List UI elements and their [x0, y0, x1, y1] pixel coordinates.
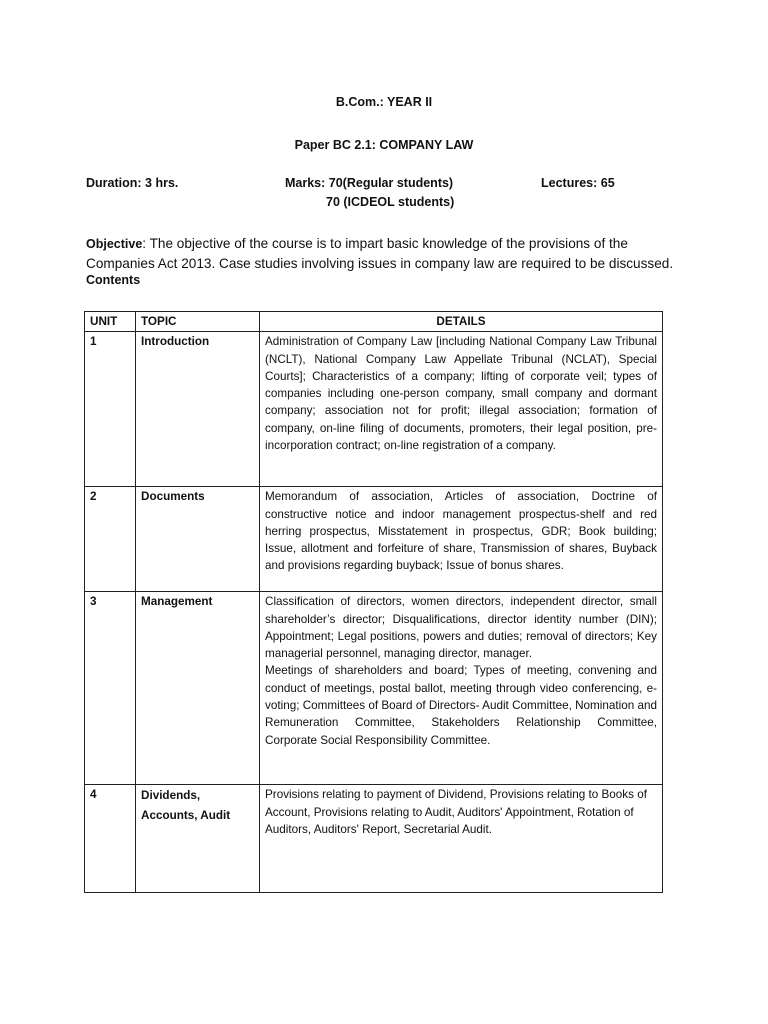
- paper-title: Paper BC 2.1: COMPANY LAW: [294, 138, 474, 152]
- unit-number: 1: [85, 332, 136, 487]
- unit-details: Memorandum of association, Articles of association, Doctrine of constructive notice and indoor management prospectus-shelf and red herring prospectus, Misstatement in prospectus, GDR; Book building; Issue, allotment and forfeiture of share, Transmission of shares, Buyback and provisions regarding buyback; Issue of bonus shares.: [260, 487, 663, 592]
- table-header-row: [85, 312, 663, 332]
- unit-topic: Documents: [136, 487, 260, 592]
- marks-regular: Marks: 70(Regular students): [285, 176, 454, 190]
- unit-details: [260, 785, 663, 893]
- table-row: [85, 785, 663, 893]
- unit-topic: Management: [136, 592, 260, 785]
- table-row: [85, 592, 663, 785]
- unit-topic-line1: Dividends,: [141, 789, 201, 803]
- table-row: [85, 487, 663, 592]
- unit-topic: [136, 785, 260, 893]
- duration-label: Duration: 3 hrs.: [86, 176, 179, 190]
- header-topic: TOPIC: [136, 312, 260, 332]
- course-title: B.Com.: YEAR II: [335, 95, 433, 109]
- unit-details-part2: Meetings of shareholders and board; Types of meeting, convening and conduct of meetings, postal ballot, meeting through video conferencing, e-voting; Committees of Board of Directors- Audit Committee, Nomination and Remuneration Committee, Stakeholders Relationship Committee, Corporate Social Responsibility Committee.: [265, 664, 657, 747]
- table-row: [85, 332, 663, 487]
- unit-topic-line2: Accounts, Audit: [141, 809, 231, 823]
- contents-heading: Contents: [86, 273, 141, 287]
- unit-details-part1: Classification of directors, women directors, independent director, small shareholder’s director; Disqualifications, director identity number (DIN); Appointment; Legal positions, powers and duties; removal of directors; Key managerial personnel, managing director, manager.: [265, 595, 657, 661]
- unit-number: 4: [85, 785, 136, 893]
- unit-details: Administration of Company Law [including National Company Law Tribunal (NCLT), National Company Law Appellate Tribunal (NCLAT), Special Courts]; Characteristics of a company; lifting of corporate veil; types of companies including one-person company, small company and dormant company; association not for profit; illegal association; formation of company, on-line filing of documents, promoters, their legal position, pre-incorporation contract; on-line registration of a company.: [260, 332, 663, 487]
- marks-icdeol: 70 (ICDEOL students): [326, 195, 455, 209]
- header-details: DETAILS: [260, 312, 663, 332]
- objective-paragraph: [86, 234, 696, 273]
- unit-number: 3: [85, 592, 136, 785]
- unit-details-text: Provisions relating to payment of Dividend, Provisions relating to Books of Account, Provisions relating to Audit, Auditors' Appointment, Rotation of Auditors, Auditors' Report, Secretarial Audit.: [265, 788, 647, 836]
- header-unit: UNIT: [85, 312, 136, 332]
- unit-details: [260, 592, 663, 785]
- syllabus-table: [84, 311, 663, 893]
- objective-label: Objective: [86, 237, 143, 251]
- unit-number: 2: [85, 487, 136, 592]
- objective-text: : The objective of the course is to impart basic knowledge of the provisions of the Companies Act 2013. Case studies involving issues in company law are required to be discussed.: [86, 236, 674, 271]
- unit-topic: Introduction: [136, 332, 260, 487]
- lectures-label: Lectures: 65: [541, 176, 615, 190]
